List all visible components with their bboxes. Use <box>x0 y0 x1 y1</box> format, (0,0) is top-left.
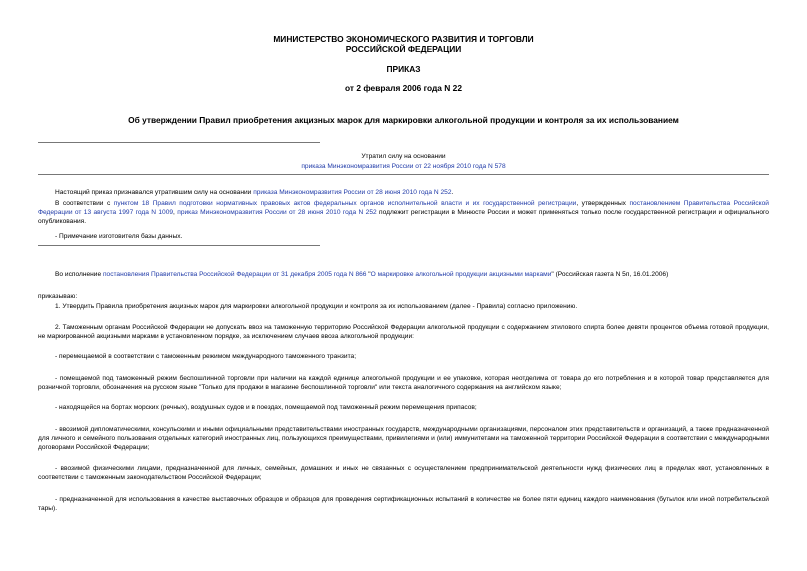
divider-bottom-left <box>38 245 320 246</box>
status-note-line: Утратил силу на основании <box>361 153 446 160</box>
notice-paragraph-2: В соответствии с пунктом 18 Правил подготовки нормативных правовых актов федеральных органов исполнительной власти и их государственной регистрации, утвержденных постановлением Правительства Российской Федерации от 13 августа 1997 года N 1009, приказ Минэкономразвития России от 28 июня 2010 года N 252 подлежит регистрации в Минюсте России и может применяться только после государственной регистрации и официального опубликования. <box>38 200 769 225</box>
document-date: от 2 февраля 2006 года N 22 <box>345 83 462 93</box>
database-note: - Примечание изготовителя базы данных. <box>55 233 183 240</box>
bullet-duty-free: - помещаемой под таможенный режим беспошлинной торговли при наличии на каждой единице алкогольной продукции и ее упаковке, которая неотделима от товара до его потребления и в которой товар представляется для розничной торговли, обозначения на русском языке "Только для продажи в магазине беспошлинной торговли" или текста аналогичного содержания на английском языке; <box>38 375 769 391</box>
item-2: 2. Таможенным органам Российской Федерации не допускать ввоз на таможенную территорию Российской Федерации алкогольной продукции с содержанием этилового спирта более девяти процентов объема готовой продукции, не маркированной акцизными марками в установленном порядке, за исключением случаев ввоза алкогольной продукции: <box>38 324 769 340</box>
rules-point-18-link[interactable]: пунктом 18 Правил подготовки нормативных правовых актов федеральных органов исполнительной власти и их государственной регистрации <box>113 200 577 207</box>
order-252-link[interactable]: приказа Минэкономразвития России от 28 июня 2010 года N 252 <box>253 189 452 196</box>
orders-word: приказываю: <box>38 293 78 300</box>
bullet-transit: - перемещаемой в соответствии с таможенным режимом международного таможенного транзита; <box>55 353 357 360</box>
divider-full <box>38 174 769 175</box>
item-1: 1. Утвердить Правила приобретения акцизных марок для маркировки алкогольной продукции и контроля за их использованием (далее - Правила) согласно приложению. <box>55 303 578 310</box>
bullet-individuals: - ввозимой физическими лицами, предназначенной для личных, семейных, домашних и иных не связанных с осуществлением предпринимательской деятельности нужд физических лиц в пределах квот, установленных в соответствии с таможенным законодательством Российской Федерации; <box>38 465 769 481</box>
order-252-link-2[interactable]: приказ Минэкономразвития России от 28 июня 2010 года N 252 <box>177 209 377 216</box>
bullet-ship-stores: - находящейся на бортах морских (речных), воздушных судов и в поездах, помещаемой под таможенный режим перемещения припасов; <box>55 404 477 411</box>
government-decree-1009-link[interactable]: постановлением Правительства Российской Федерации от 13 августа 1997 года N 1009 <box>38 200 769 216</box>
ministry-line-2: РОССИЙСКОЙ ФЕДЕРАЦИИ <box>345 44 462 54</box>
ministry-line-1: МИНИСТЕРСТВО ЭКОНОМИЧЕСКОГО РАЗВИТИЯ И ТОРГОВЛИ <box>273 34 534 44</box>
notice-paragraph-1: Настоящий приказ признавался утратившим силу на основании приказа Минэкономразвития России от 28 июня 2010 года N 252. <box>55 189 454 196</box>
repeal-order-link[interactable]: приказа Минэкономразвития России от 22 ноября 2010 года N 578 <box>301 163 506 170</box>
excise-marking-link[interactable]: О маркировке алкогольной продукции акцизными марками <box>370 271 552 278</box>
bullet-exhibition-samples: - предназначенной для использования в качестве выставочных образцов и образцов для проведения сертификационных испытаний в количестве не более пяти единиц каждого наименования (бутылок или иной потребительской тары). <box>38 496 769 512</box>
document-type: ПРИКАЗ <box>386 64 421 74</box>
document-title: Об утверждении Правил приобретения акцизных марок для маркировки алкогольной продукции и контроля за их использованием <box>128 115 679 125</box>
divider-top-left <box>38 142 320 143</box>
bullet-diplomatic: - ввозимой дипломатическими, консульскими и иными официальными представительствами иностранных государств, международными организациями, персоналом этих представительств и организаций, а также предназначенной для личного и семейного пользования отдельных категорий иностранных лиц, пользующихся преимуществами, привилегиями и (или) иммунитетами на таможенной территории Российской Федерации в соответствии с международными договорами Российской Федерации; <box>38 426 769 451</box>
intro-paragraph: Во исполнение постановления Правительства Российской Федерации от 31 декабря 2005 года N 866 "О маркировке алкогольной продукции акцизными марками" (Российская газета N 5п, 16.01.2006) <box>55 271 669 278</box>
government-decree-866-link[interactable]: постановления Правительства Российской Федерации от 31 декабря 2005 года N 866 <box>102 271 367 278</box>
